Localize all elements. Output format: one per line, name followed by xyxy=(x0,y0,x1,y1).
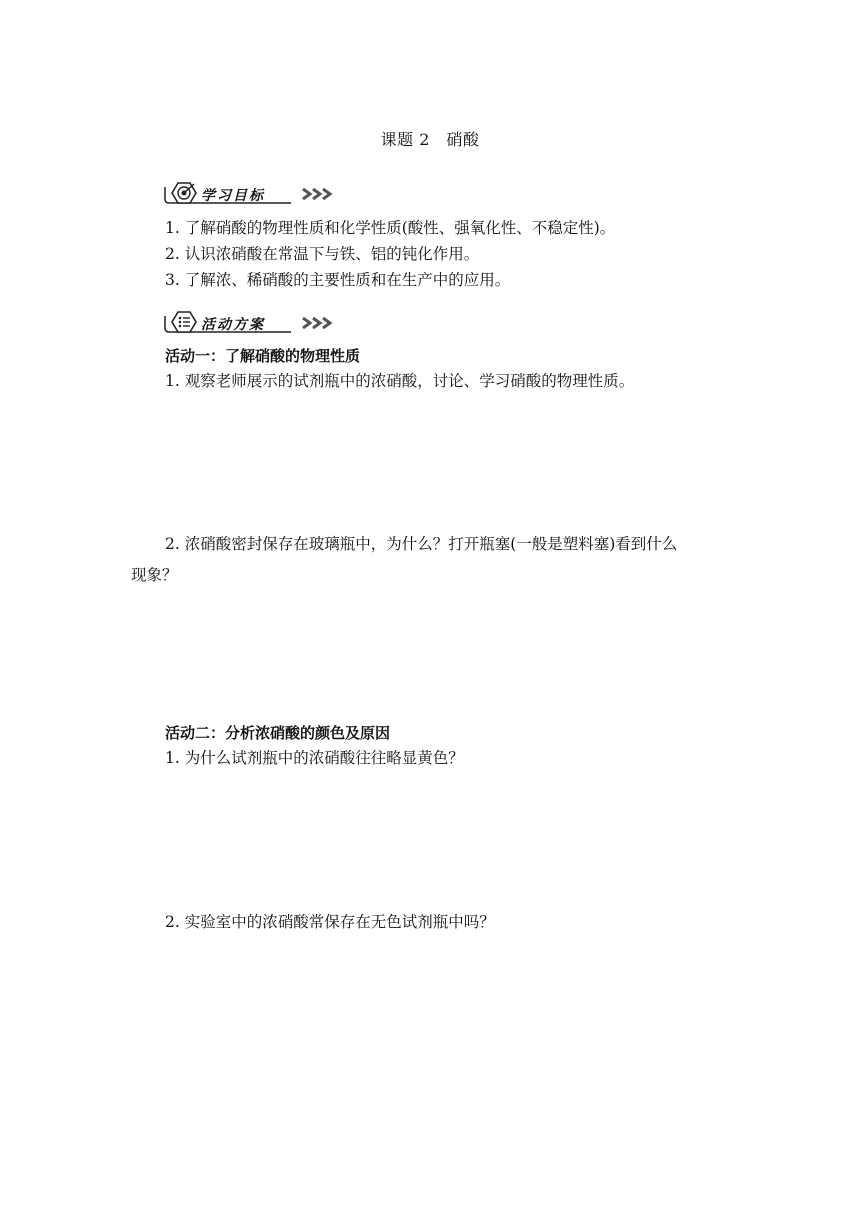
activity-two-heading: 活动二：分析浓硝酸的颜色及原因 xyxy=(165,724,391,742)
activity-one-question-2-cont: 现象？ xyxy=(131,566,178,584)
page-title: 课题 2 硝酸 xyxy=(380,130,480,149)
activity-plan-label: 活动方案 xyxy=(201,317,265,333)
learning-goals-banner xyxy=(163,181,338,207)
activity-two-question-1: 1. 为什么试剂瓶中的浓硝酸往往略显黄色？ xyxy=(165,749,464,767)
learning-goal-item: 2. 认识浓硝酸在常温下与铁、铝的钝化作用。 xyxy=(165,245,480,263)
activity-one-question-2: 2. 浓硝酸密封保存在玻璃瓶中，为什么？打开瓶塞(一般是塑料塞)看到什么 xyxy=(165,535,678,553)
activity-plan-banner xyxy=(163,310,338,336)
learning-goals-label: 学习目标 xyxy=(201,188,265,204)
learning-goal-item: 3. 了解浓、稀硝酸的主要性质和在生产中的应用。 xyxy=(165,271,511,289)
activity-one-heading: 活动一：了解硝酸的物理性质 xyxy=(165,347,361,365)
learning-goal-item: 1. 了解硝酸的物理性质和化学性质(酸性、强氧化性、不稳定性)。 xyxy=(165,219,616,237)
activity-two-question-2: 2. 实验室中的浓硝酸常保存在无色试剂瓶中吗？ xyxy=(165,913,495,931)
activity-one-question-1: 1. 观察老师展示的试剂瓶中的浓硝酸，讨论、学习硝酸的物理性质。 xyxy=(165,372,635,390)
